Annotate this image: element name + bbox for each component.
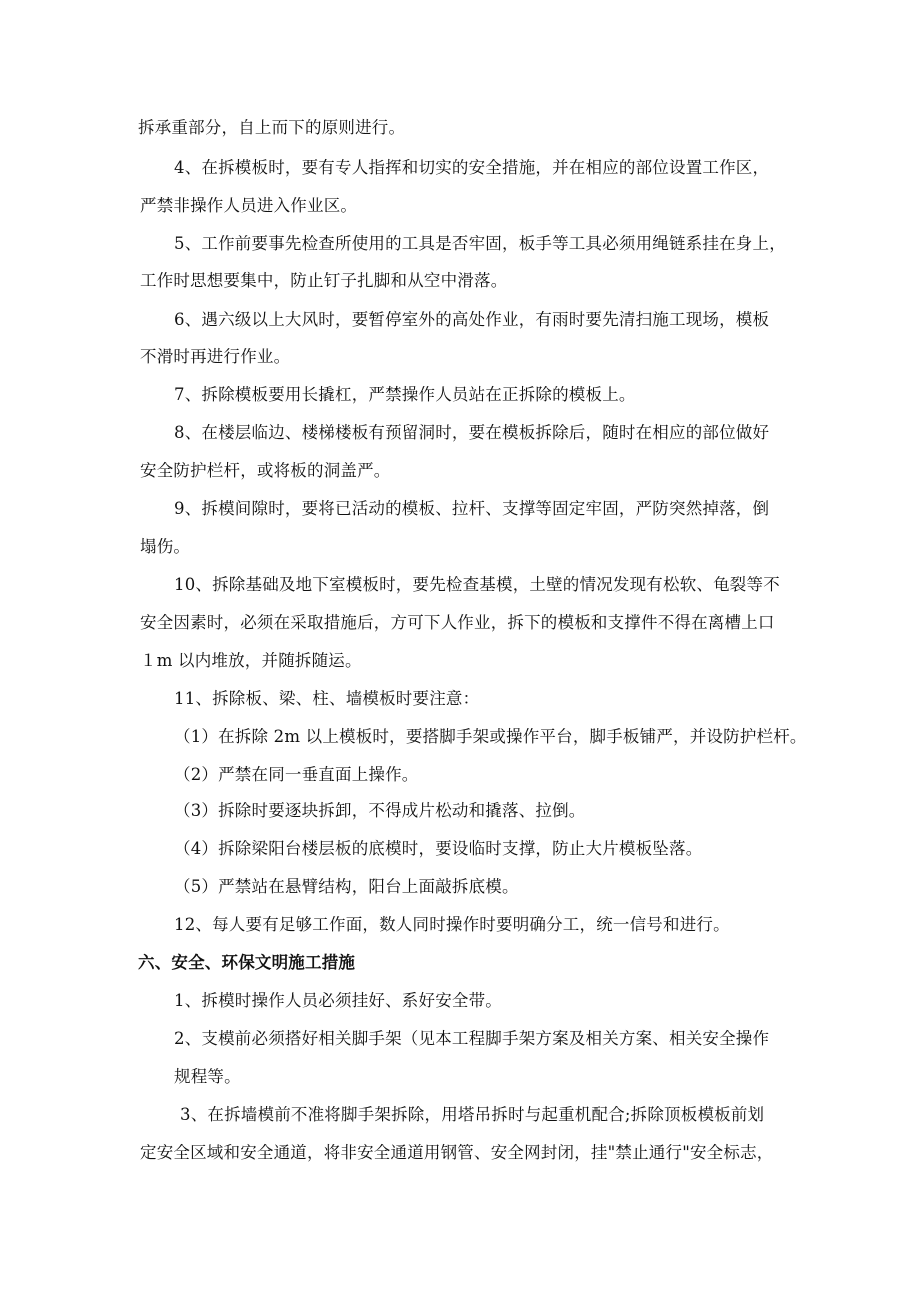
text-line: 8、在楼层临边、楼梯楼板有预留洞时，要在模板拆除后，随时在相应的部位做好 [174,423,770,442]
text-line: 10、拆除基础及地下室模板时，要先检查基模，土壁的情况发现有松软、龟裂等不 [174,575,780,594]
text-line: 拆承重部分，自上而下的原则进行。 [138,118,406,137]
text-line: 12、每人要有足够工作面，数人同时操作时要明确分工，统一信号和进行。 [174,915,730,934]
text-line: 定安全区域和安全通道，将非安全通道用钢管、安全网封闭，挂"禁止通行"安全标志， [140,1143,774,1162]
text-line: 5、工作前要事先检查所使用的工具是否牢固，板手等工具必须用绳链系挂在身上， [174,234,786,253]
text-line: 6、遇六级以上大风时，要暂停室外的高处作业，有雨时要先清扫施工现场，模板 [174,310,770,329]
text-line: 7、拆除模板要用长撬杠，严禁操作人员站在正拆除的模板上。 [174,385,636,404]
text-line: 工作时思想要集中，防止钉子扎脚和从空中滑落。 [140,271,508,290]
text-line: 规程等。 [174,1067,241,1086]
text-line: （5）严禁站在悬臂结构，阳台上面敲拆底模。 [174,877,519,896]
section-heading: 六、安全、环保文明施工措施 [138,953,356,972]
text-line: 安全因素时，必须在采取措施后，方可下人作业，拆下的模板和支撑件不得在离槽上口 [140,613,775,632]
text-line: 1、拆模时操作人员必须挂好、系好安全带。 [174,991,502,1010]
text-line: （2）严禁在同一垂直面上操作。 [174,765,419,784]
text-line: 不滑时再进行作业。 [140,347,291,366]
text-line: 塌伤。 [140,537,191,556]
text-line: （1）在拆除 2m 以上模板时，要搭脚手架或操作平台，脚手板铺严，并设防护栏杆。 [174,727,807,746]
text-line: 2、支模前必须搭好相关脚手架（见本工程脚手架方案及相关方案、相关安全操作 [174,1029,770,1048]
text-line: 3、在拆墙模前不准将脚手架拆除，用塔吊拆时与起重机配合;拆除顶板模板前划 [180,1105,765,1124]
text-line: 4、在拆模板时，要有专人指挥和切实的安全措施，并在相应的部位设置工作区， [174,158,770,177]
text-line: 严禁非操作人员进入作业区。 [140,196,358,215]
text-line: （3）拆除时要逐块拆卸，不得成片松动和撬落、拉倒。 [174,801,586,820]
text-line: 安全防护栏杆，或将板的洞盖严。 [140,461,391,480]
text-line: 9、拆模间隙时，要将已活动的模板、拉杆、支撑等固定牢固，严防突然掉落，倒 [174,499,770,518]
text-line: １m 以内堆放，并随拆随运。 [140,651,362,670]
text-line: 11、拆除板、梁、柱、墙模板时要注意： [174,689,480,708]
text-line: （4）拆除梁阳台楼层板的底模时，要设临时支撑，防止大片模板坠落。 [174,839,703,858]
